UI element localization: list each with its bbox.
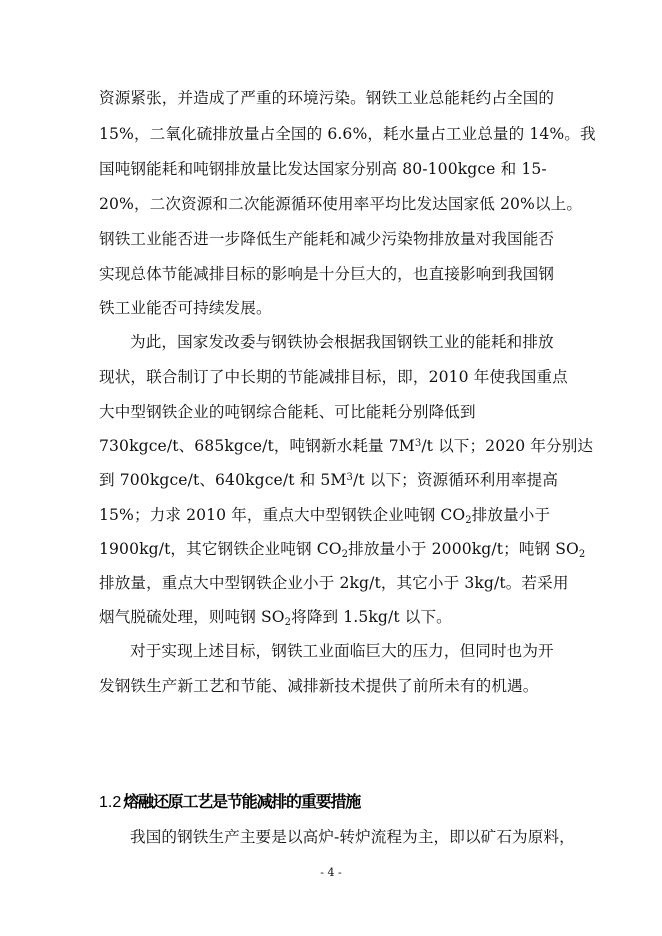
line-text: 排放量小于 xyxy=(471,506,551,524)
subscript: 2 xyxy=(465,515,472,526)
line-text: 730kgce/t、685kgce/t，吨钢新水耗量 7M xyxy=(99,437,415,455)
paragraph-1-line-6: 实现总体节能减排目标的影响是十分巨大的，也直接影响到我国钢 xyxy=(99,265,555,283)
subscript: 2 xyxy=(284,617,292,628)
paragraph-2-line-9 xyxy=(99,607,579,627)
paragraph-2-line-8: 排放量，重点大中型钢铁企业小于 2kg/t，其它小于 3kg/t。若采用 xyxy=(99,574,569,592)
paragraph-1-line-2: 15%，二氧化硫排放量占全国的 6.6%，耗水量占工业总量的 14%。我 xyxy=(99,125,596,143)
paragraph-1-line-7: 铁工业能否可持续发展。 xyxy=(99,299,272,317)
section-title: 熔融还原工艺是节能减排的重要措施 xyxy=(123,792,361,811)
paragraph-2-line-7 xyxy=(99,539,586,560)
paragraph-4-line-1: 我国的钢铁生产主要是以高炉-转炉流程为主，即以矿石为原料， xyxy=(130,828,575,846)
paragraph-1-line-4: 20%，二次资源和二次能源循环使用率平均比发达国家低 20%以上。 xyxy=(99,195,583,213)
line-text: 到 700kgce/t、640kgce/t 和 5M xyxy=(99,471,347,489)
line-text: /t 以下；资源循环利用率提高 xyxy=(352,471,559,489)
subscript: 2 xyxy=(578,549,586,560)
superscript: 3 xyxy=(346,472,353,483)
subscript: 2 xyxy=(341,549,349,560)
superscript: 3 xyxy=(414,438,422,449)
line-text: 1900kg/t，其它钢铁企业吨钢 CO xyxy=(99,540,342,558)
line-text: /t 以下；2020 年分别达 xyxy=(421,437,594,455)
paragraph-2-line-4 xyxy=(99,436,594,456)
paragraph-2-line-3: 大中型钢铁企业的吨钢综合能耗、可比能耗分别降低到 xyxy=(99,403,476,421)
paragraph-3-line-1: 对于实现上述目标，钢铁工业面临巨大的压力，但同时也为开 xyxy=(130,642,554,660)
paragraph-3-line-2: 发钢铁生产新工艺和节能、减排新技术提供了前所未有的机遇。 xyxy=(99,677,539,695)
line-text: 15%；力求 2010 年，重点大中型钢铁企业吨钢 CO xyxy=(99,506,466,524)
paragraph-2-line-5 xyxy=(99,470,579,490)
paragraph-1-line-3: 国吨钢能耗和吨钢排放量比发达国家分别高 80-100kgce 和 15- xyxy=(99,160,547,178)
paragraph-2-line-6 xyxy=(99,505,579,525)
paragraph-1-line-5: 钢铁工业能否进一步降低生产能耗和减少污染物排放量对我国能否 xyxy=(99,230,555,248)
paragraph-2-line-1: 为此，国家发改委与钢铁协会根据我国钢铁工业的能耗和排放 xyxy=(130,333,554,351)
line-text: 烟气脱硫处理，则吨钢 SO xyxy=(99,608,285,626)
paragraph-1-line-1: 资源紧张，并造成了严重的环境污染。钢铁工业总能耗约占全国的 xyxy=(99,89,555,107)
page-number: - 4 - xyxy=(320,866,342,879)
paragraph-2-line-2: 现状，联合制订了中长期的节能减排目标，即，2010 年使我国重点 xyxy=(99,368,568,386)
section-number: 1.2 xyxy=(99,794,122,811)
line-text: 排放量小于 2000kg/t；吨钢 SO xyxy=(348,540,579,558)
section-heading xyxy=(99,792,360,813)
line-text: 将降到 1.5kg/t 以下。 xyxy=(291,608,452,626)
